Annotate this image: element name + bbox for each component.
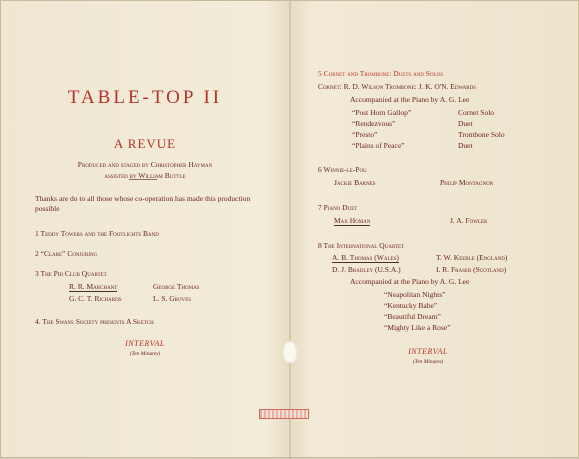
quartet-member: George Thomas — [153, 282, 200, 291]
quartet-member: R. R. Marchant — [69, 282, 118, 291]
piece-title: “Presto” — [352, 130, 378, 139]
interval-heading: INTERVAL — [125, 339, 165, 348]
quartet-member: G. C. T. Richards — [69, 294, 122, 303]
item8-performer: I. R. Fraser (Scotland) — [436, 265, 507, 274]
center-fold — [289, 1, 291, 459]
quartet-member: L. S. Groves — [153, 294, 192, 303]
item5-performers: Cornet: R. D. Wilson Trombone: J. K. O'N. Edwards — [318, 82, 476, 91]
song-title: “Mighty Like a Rose” — [384, 323, 451, 332]
programme-item-1: 1 Teddy Towers and the Footlights Band — [35, 229, 159, 238]
piece-title: “Plains of Peace” — [352, 141, 405, 150]
item8-performer: T. W. Keeble (England) — [436, 253, 508, 262]
item5-accompanist: Accompanied at the Piano by A. G. Lee — [350, 95, 470, 104]
interval-heading: INTERVAL — [408, 347, 448, 356]
programme-item-3: 3 The Phi Club Quartet — [35, 269, 107, 278]
item7-performer: Max Homan — [334, 216, 371, 225]
credits-line-2: assisted by William Buttle — [104, 171, 186, 180]
item6-performer: Jackie Barnes — [334, 178, 376, 187]
programme-item-5: 5 Cornet and Trombone: Duets and Solos — [318, 69, 444, 78]
programme-item-8: 8 The International Quartet — [318, 241, 405, 250]
song-title: “Beautiful Dream” — [384, 312, 441, 321]
song-title: “Kentucky Babe” — [384, 301, 438, 310]
punch-hole — [283, 341, 297, 363]
interval-note: (Ten Minutes) — [129, 351, 161, 357]
item7-performer: J. A. Fowler — [450, 216, 488, 225]
piece-title: “Rendezvous” — [352, 119, 396, 128]
item8-performer: A. B. Thomas (Wales) — [332, 253, 399, 262]
item8-accompanist: Accompanied at the Piano by A. G. Lee — [350, 277, 470, 286]
red-stamp-mark — [259, 409, 309, 419]
programme-item-6: 6 Winnie-le-Pou — [318, 165, 367, 174]
item8-performer: D. J. Bradley (U.S.A.) — [332, 265, 401, 274]
programme-item-7: 7 Piano Duet — [318, 203, 358, 212]
left-page — [1, 1, 289, 459]
programme-subtitle: A REVUE — [113, 136, 177, 151]
piece-title: “Post Horn Gallop” — [352, 108, 412, 117]
thanks-note: Thanks are do to all those whose co-operation has made this production possible — [35, 194, 251, 213]
piece-type: Duet — [458, 141, 473, 150]
production-credits — [1, 159, 289, 181]
programme-item-2: 2 “Clare” Conjuring — [35, 249, 98, 258]
piece-type: Cornet Solo — [458, 108, 495, 117]
piece-type: Trombone Solo — [458, 130, 505, 139]
song-title: “Neapolitan Nights” — [384, 290, 446, 299]
programme-item-4: 4. The Swans Society presents A Sketch — [35, 317, 154, 326]
item6-performer: Philip Montagnon — [440, 178, 494, 187]
right-page — [292, 1, 579, 459]
interval-note: (Ten Minutes) — [412, 359, 444, 365]
divider-dash — [129, 179, 157, 180]
piece-type: Duet — [458, 119, 473, 128]
programme-title: TABLE-TOP II — [67, 87, 223, 108]
credits-line-1: Produced and staged by Christopher Hayman — [77, 160, 213, 169]
